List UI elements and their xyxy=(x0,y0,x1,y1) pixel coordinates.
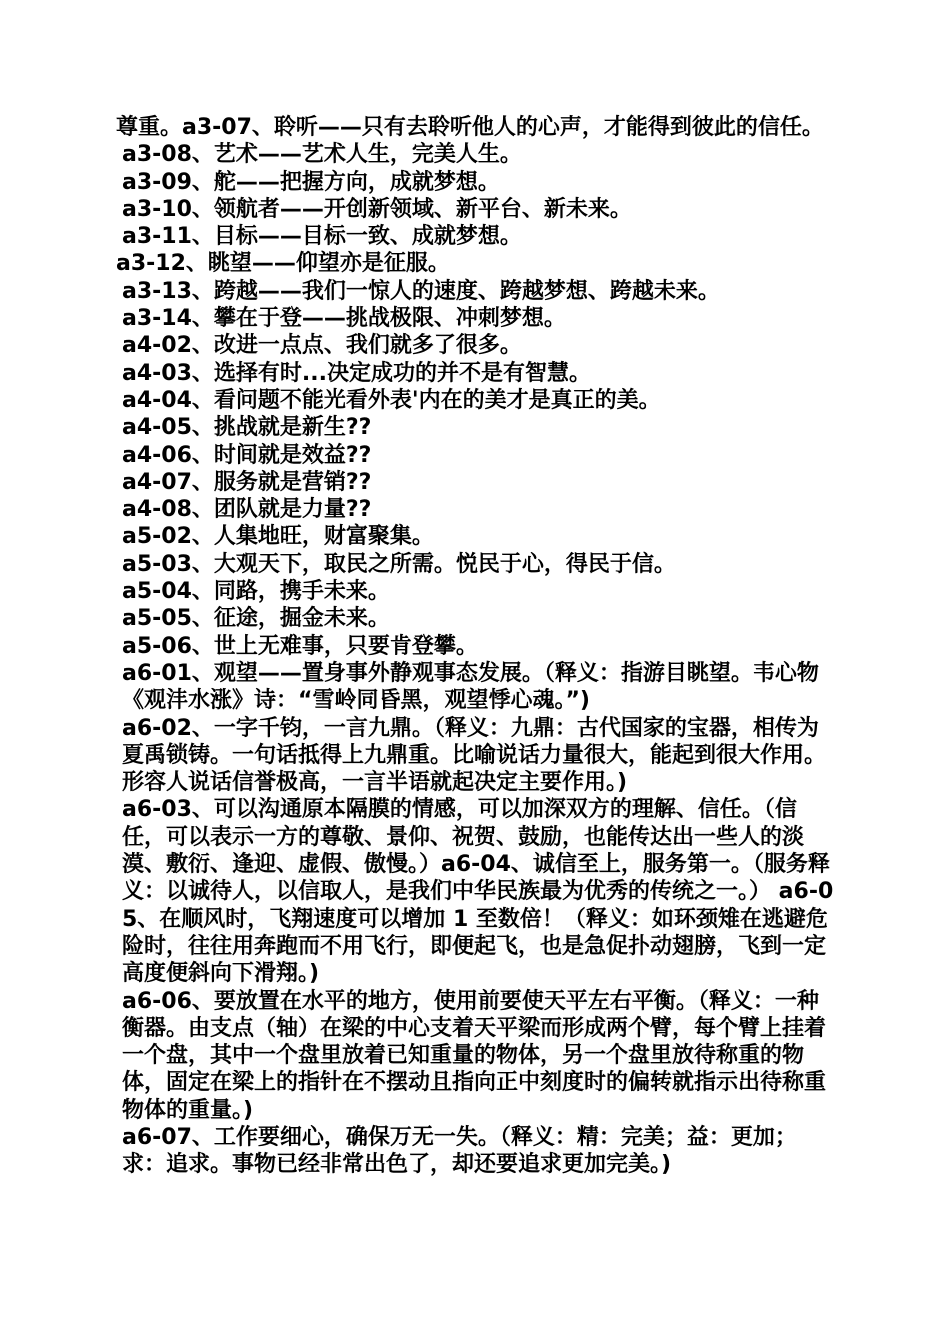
document-body xyxy=(116,114,838,1179)
paragraph-13: a4-06、时间就是效益?? xyxy=(122,442,372,468)
paragraph-8: a3-14、攀在于登——挑战极限、冲刺梦想。 xyxy=(122,306,566,332)
paragraph-17: a5-03、大观天下，取民之所需。悦民于心，得民于信。 xyxy=(122,551,676,577)
paragraph-24: a6-06、要放置在水平的地方，使用前要使天平左右平衡。（释义：一种衡器。由支点（轴）在梁的中心支着天平梁而形成两个臂，每个臂上挂着一个盘，其中一个盘里放着已知重量的物体，另一个盘里放待称重的物体，固定在梁上的指针在不摆动且指向正中刻度时的偏转就指示出待称重物体的重量。) xyxy=(122,988,827,1123)
paragraph-7: a3-13、跨越——我们一惊人的速度、跨越梦想、跨越未来。 xyxy=(122,278,720,304)
paragraph-16: a5-02、人集地旺，财富聚集。 xyxy=(122,524,434,550)
paragraph-20: a5-06、世上无难事，只要肯登攀。 xyxy=(122,633,478,659)
paragraph-21: a6-01、观望——置身事外静观事态发展。（释义：指游目眺望。韦心物《观沣水涨》诗：“雪岭同昏黑，观望悸心魂。”) xyxy=(122,660,819,714)
paragraph-3: a3-09、舵——把握方向，成就梦想。 xyxy=(122,169,500,195)
paragraph-9: a4-02、改进一点点、我们就多了很多。 xyxy=(122,333,522,359)
paragraph-15: a4-08、团队就是力量?? xyxy=(122,497,372,523)
paragraph-25: a6-07、工作要细心，确保万无一失。（释义：精：完美；益：更加；求：追求。事物已经非常出色了，却还要追求更加完美。) xyxy=(122,1124,797,1178)
paragraph-4: a3-10、领航者——开创新领域、新平台、新未来。 xyxy=(122,196,632,222)
paragraph-1: 尊重。a3-07、聆听——只有去聆听他人的心声，才能得到彼此的信任。 xyxy=(116,115,824,140)
paragraph-2: a3-08、艺术——艺术人生，完美人生。 xyxy=(122,142,522,168)
paragraph-23: a6-03、可以沟通原本隔膜的情感，可以加深双方的理解、信任。（信任，可以表示一方的尊敬、景仰、祝贺、鼓励，也能传达出一些人的淡漠、敷衍、逢迎、虚假、傲慢。）a6-04、诚信至上，服务第一。（服务释义：以诚待人，以信取人，是我们中华民族最为优秀的传统之一。） a6-05、在顺风时，飞翔速度可以增加 1 至数倍！（释义：如环颈雉在逃避危险时，往往用奔跑而不用飞行，即便起飞，也是急促扑动翅膀，飞到一定高度便斜向下滑翔。) xyxy=(122,797,834,987)
paragraph-5: a3-11、目标——目标一致、成就梦想。 xyxy=(122,224,522,250)
paragraph-10: a4-03、选择有时...决定成功的并不是有智慧。 xyxy=(122,360,591,386)
paragraph-11: a4-04、看问题不能光看外表'内在的美才是真正的美。 xyxy=(122,387,661,413)
paragraph-6: a3-12、眺望——仰望亦是征服。 xyxy=(116,251,450,277)
paragraph-18: a5-04、同路，携手未来。 xyxy=(122,579,390,605)
paragraph-12: a4-05、挑战就是新生?? xyxy=(122,415,372,441)
paragraph-14: a4-07、服务就是营销?? xyxy=(122,469,372,495)
paragraph-22: a6-02、一字千钧，一言九鼎。（释义：九鼎：古代国家的宝器，相传为夏禹锁铸。一句话抵得上九鼎重。比喻说话力量很大，能起到很大作用。形容人说话信誉极高，一言半语就起决定主要作用。) xyxy=(122,715,827,796)
paragraph-19: a5-05、征途，掘金未来。 xyxy=(122,606,390,632)
